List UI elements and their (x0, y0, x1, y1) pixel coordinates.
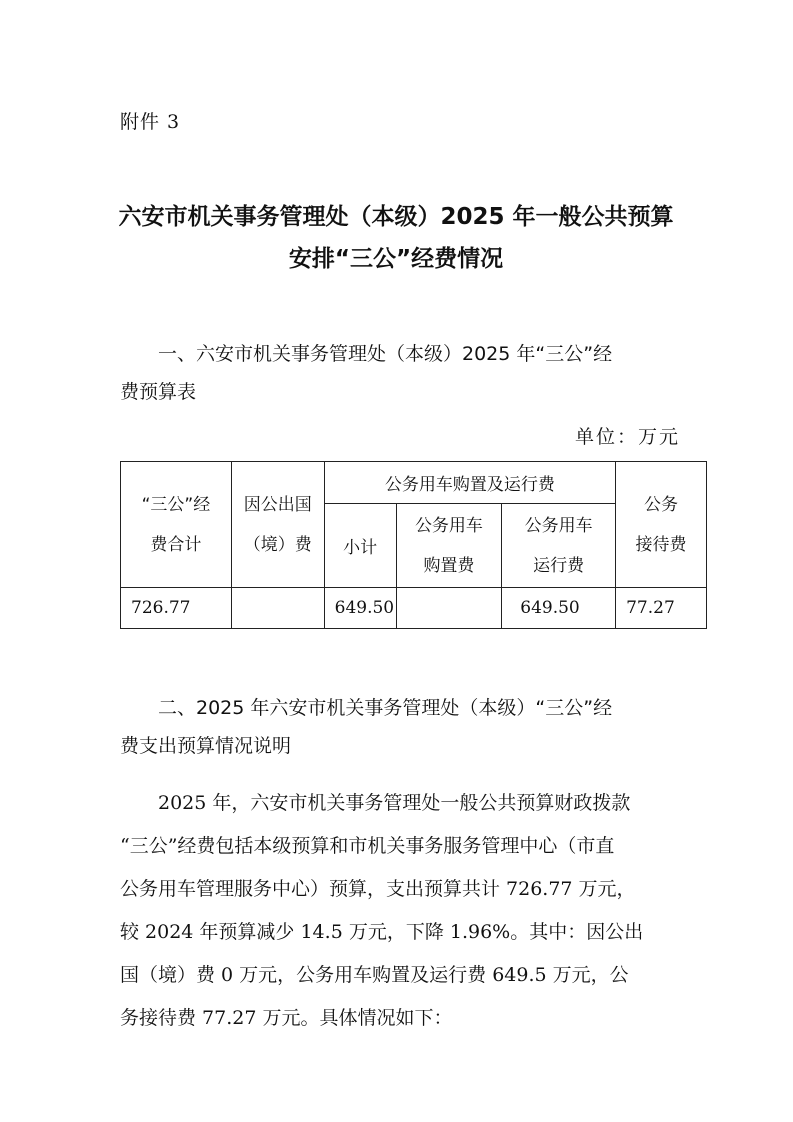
header-vehicle-group: 公务用车购置及运行费 (324, 462, 615, 504)
section-1-line-2: 费预算表 (120, 381, 197, 403)
document-title (96, 196, 696, 280)
unit-label: 单位：万元 (574, 426, 680, 448)
attachment-label: 附件 3 (120, 111, 181, 133)
header-operation: 公务用车 运行费 (502, 504, 616, 588)
header-abroad: 因公出国 （境）费 (231, 462, 324, 588)
header-purchase: 公务用车 购置费 (396, 504, 502, 588)
header-subtotal: 小计 (324, 504, 396, 588)
section-2-line-1: 二、2025 年六安市机关事务管理处（本级）“三公”经 (158, 697, 613, 719)
paragraph-line: 较 2024 年预算减少 14.5 万元，下降 1.96%。其中：因公出 (120, 921, 644, 943)
section-2-heading (120, 689, 680, 765)
section-2-line-2: 费支出预算情况说明 (120, 735, 292, 757)
cell-total: 726.77 (121, 588, 232, 629)
paragraph-line: 2025 年，六安市机关事务管理处一般公共预算财政拨款 (158, 792, 631, 814)
title-line-2: 安排“三公”经费情况 (288, 246, 504, 272)
explanation-paragraph (120, 782, 680, 1040)
cell-abroad (231, 588, 324, 629)
header-reception: 公务 接待费 (616, 462, 707, 588)
table-row (121, 588, 707, 629)
cell-subtotal: 649.50 (324, 588, 396, 629)
budget-table (120, 461, 707, 629)
header-total: “三公”经 费合计 (121, 462, 232, 588)
paragraph-line: 国（境）费 0 万元，公务用车购置及运行费 649.5 万元，公 (120, 964, 629, 986)
cell-operation: 649.50 (502, 588, 616, 629)
paragraph-line: “三公”经费包括本级预算和市机关事务服务管理中心（市直 (120, 835, 615, 857)
title-line-1: 六安市机关事务管理处（本级）2025 年一般公共预算 (118, 204, 674, 230)
cell-reception: 77.27 (616, 588, 707, 629)
cell-purchase (396, 588, 502, 629)
section-1-line-1: 一、六安市机关事务管理处（本级）2025 年“三公”经 (158, 343, 613, 365)
paragraph-line: 务接待费 77.27 万元。具体情况如下： (120, 1007, 453, 1029)
paragraph-line: 公务用车管理服务中心）预算，支出预算共计 726.77 万元， (120, 878, 636, 900)
section-1-heading (120, 335, 680, 411)
